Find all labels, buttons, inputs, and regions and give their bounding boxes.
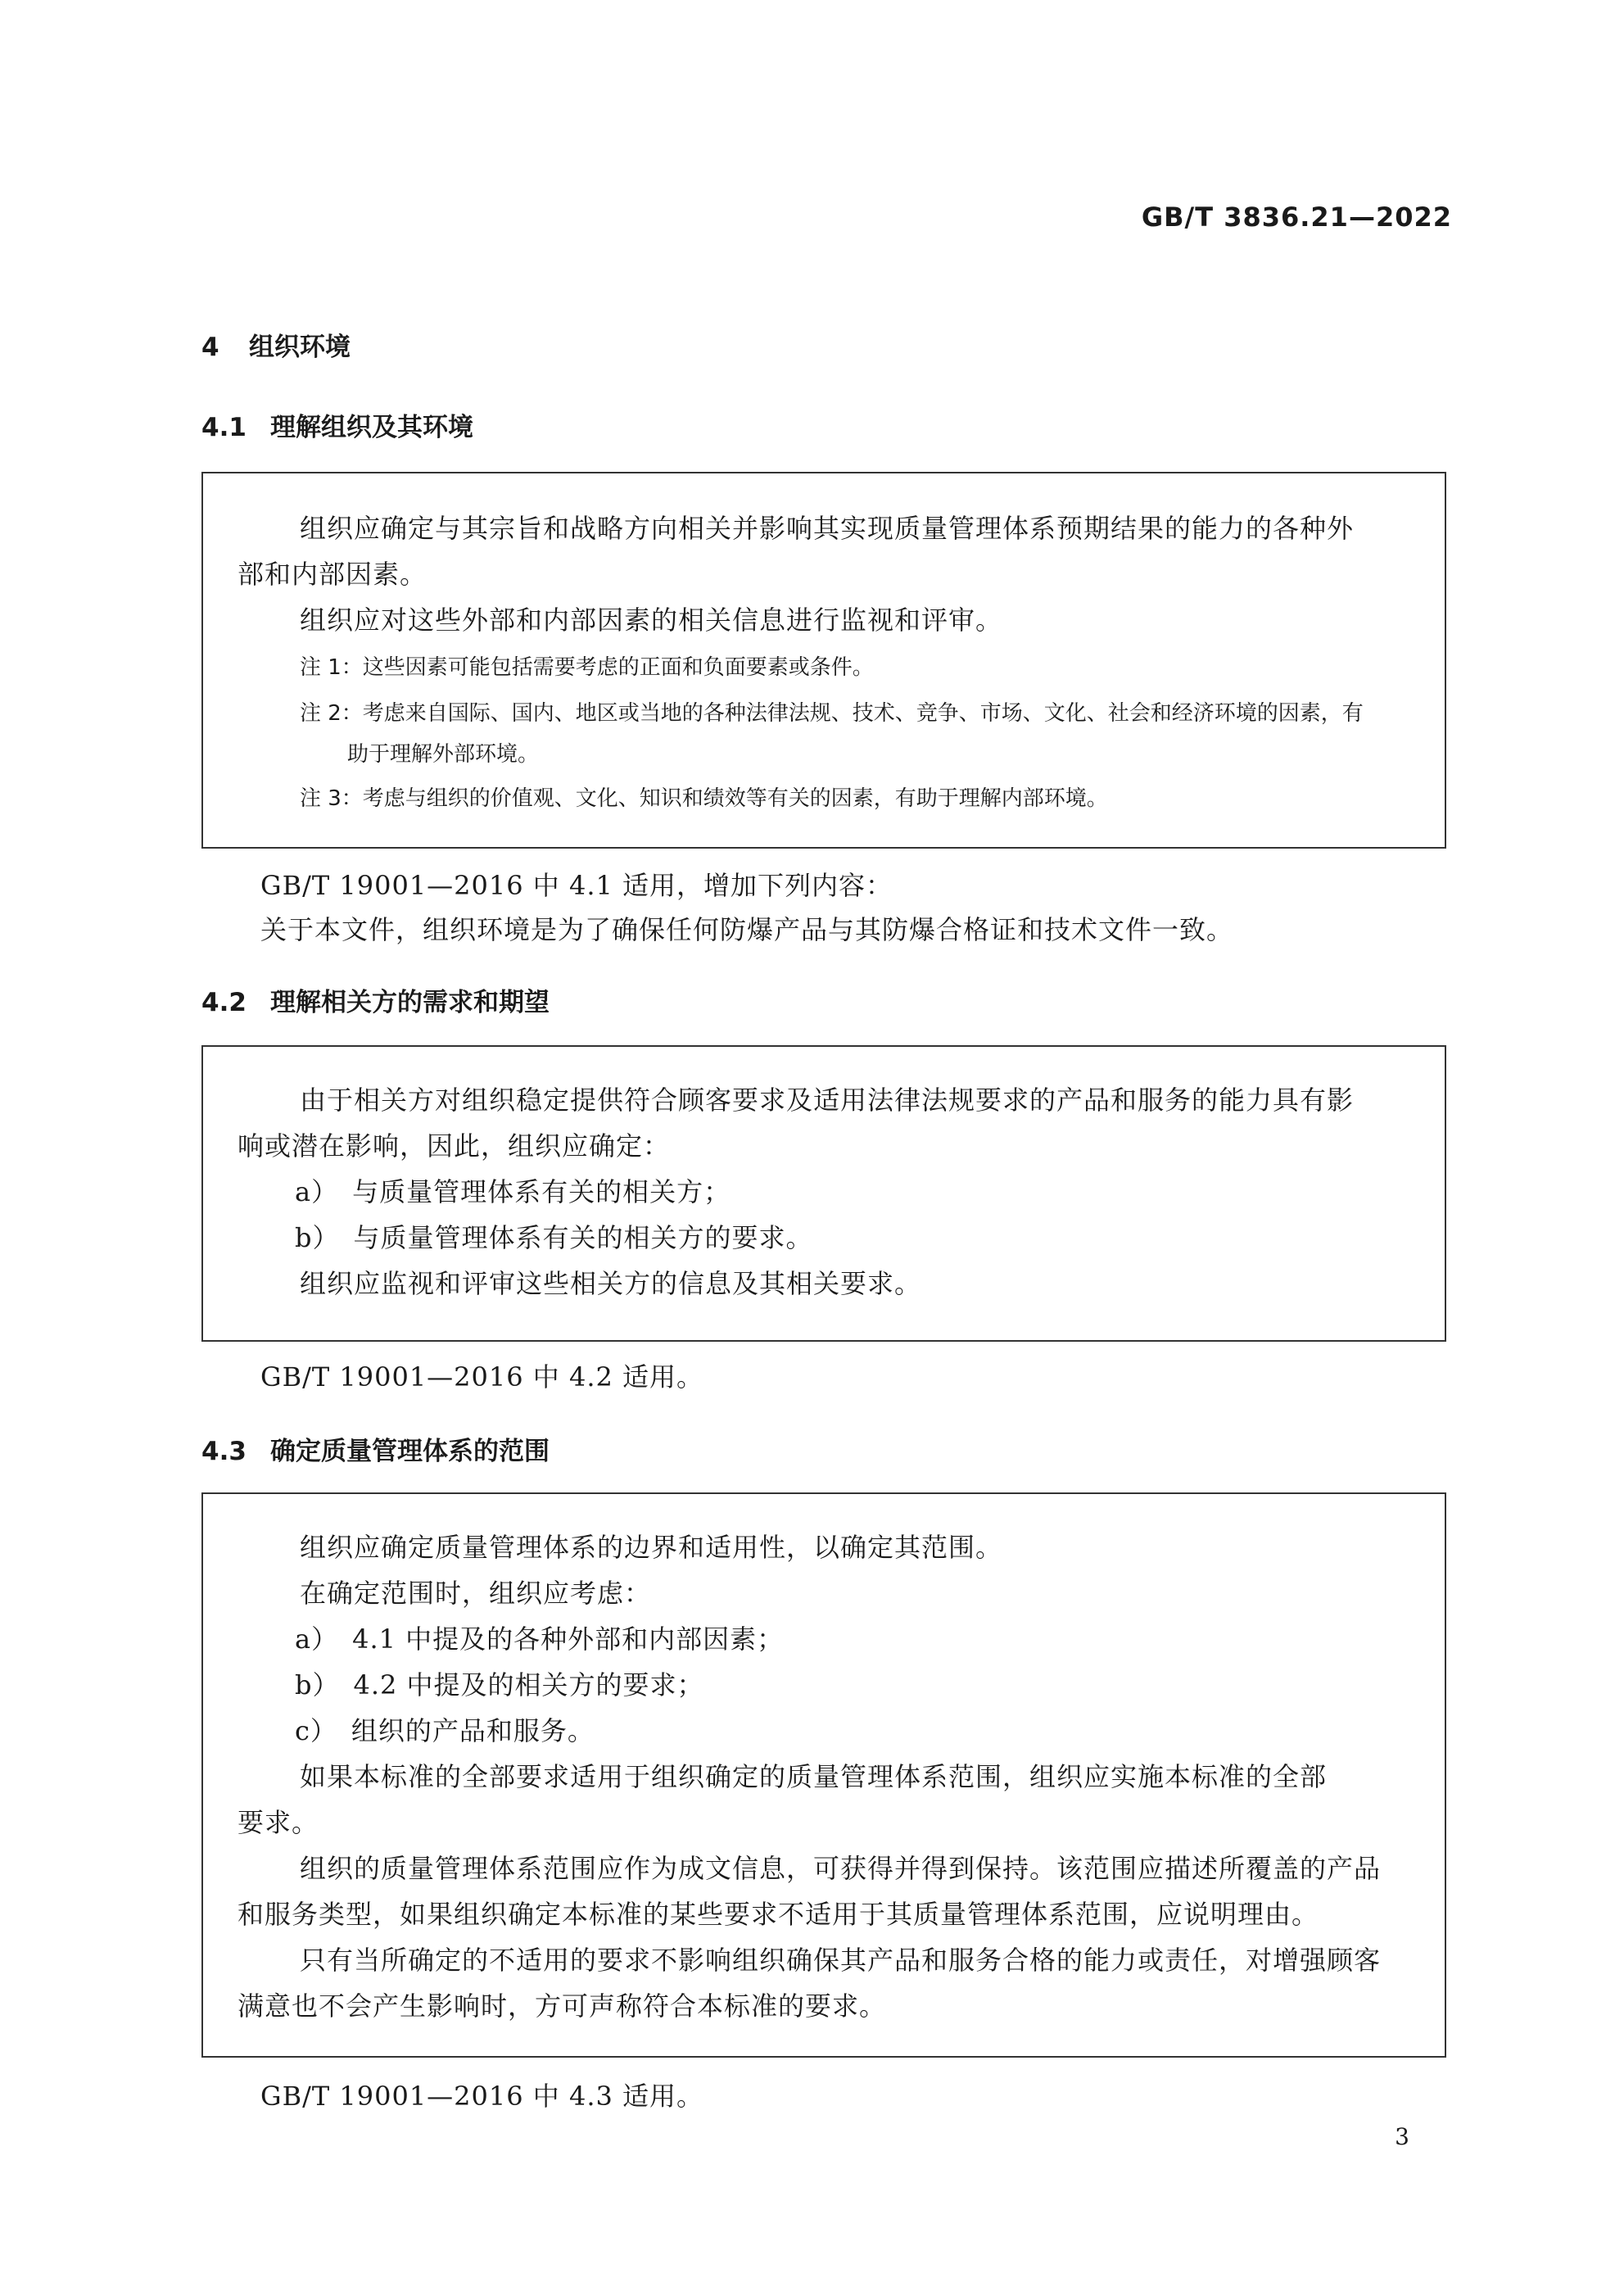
requirement-box-4-3 [201,1492,1446,2058]
paragraph-text: 要求。 [237,1807,319,1838]
section-number: 4.3 [201,1437,247,1466]
paragraph-text: 如果本标准的全部要求适用于组织确定的质量管理体系范围，组织应实施本标准的全部 [300,1761,1328,1792]
list-item-b: b） 4.2 中提及的相关方的要求； [295,1669,704,1700]
note-2-continued: 助于理解外部环境。 [347,742,540,767]
list-item-a: a） 与质量管理体系有关的相关方； [295,1176,731,1207]
paragraph-text: 组织应对这些外部和内部因素的相关信息进行监视和评审。 [300,605,1003,636]
paragraph-text: 由于相关方对组织稳定提供符合顾客要求及适用法律法规要求的产品和服务的能力具有影 [300,1085,1355,1116]
section-title: 理解相关方的需求和期望 [270,988,550,1017]
paragraph-text: 组织应确定与其宗旨和战略方向相关并影响其实现质量管理体系预期结果的能力的各种外 [300,513,1355,544]
paragraph-text: 响或潜在影响，因此，组织应确定： [237,1130,671,1162]
list-item-a: a） 4.1 中提及的各种外部和内部因素； [295,1624,785,1655]
paragraph-text: 关于本文件，组织环境是为了确保任何防爆产品与其防爆合格证和技术文件一致。 [260,914,1234,945]
applicability-text: GB/T 19001—2016 中 4.3 适用。 [260,2081,704,2112]
section-title: 确定质量管理体系的范围 [270,1437,550,1466]
paragraph-text: 只有当所确定的不适用的要求不影响组织确保其产品和服务合格的能力或责任，对增强顾客 [300,1945,1382,1976]
applicability-text: GB/T 19001—2016 中 4.1 适用，增加下列内容： [260,870,893,901]
section-number: 4 [201,333,219,362]
section-number: 4.1 [201,413,247,442]
section-4-3-heading [201,1430,550,1467]
paragraph-text: 组织的质量管理体系范围应作为成文信息，可获得并得到保持。该范围应描述所覆盖的产品 [300,1853,1382,1884]
applicability-text: GB/T 19001—2016 中 4.2 适用。 [260,1361,704,1393]
section-title: 组织环境 [249,333,351,362]
section-4-1-heading [201,406,473,443]
section-number: 4.2 [201,988,247,1017]
page-number: 3 [1395,2123,1409,2150]
paragraph-text: 和服务类型，如果组织确定本标准的某些要求不适用于其质量管理体系范围，应说明理由。 [237,1899,1319,1930]
note-1: 注 1：这些因素可能包括需要考虑的正面和负面要素或条件。 [300,655,874,680]
list-item-c: c） 组织的产品和服务。 [295,1715,595,1746]
standard-number: GB/T 3836.21—2022 [1141,202,1452,233]
list-item-b: b） 与质量管理体系有关的相关方的要求。 [295,1222,813,1253]
note-2: 注 2：考虑来自国际、国内、地区或当地的各种法律法规、技术、竞争、市场、文化、社会和经济环境的因素，有 [300,701,1364,726]
section-title: 理解组织及其环境 [270,413,473,442]
paragraph-text: 满意也不会产生影响时，方可声称符合本标准的要求。 [237,1990,887,2022]
section-4-2-heading [201,981,550,1018]
paragraph-text: 在确定范围时，组织应考虑： [300,1578,652,1609]
paragraph-text: 组织应监视和评审这些相关方的信息及其相关要求。 [300,1268,922,1299]
requirement-box-4-1 [201,472,1446,849]
paragraph-text: 部和内部因素。 [237,559,427,590]
paragraph-text: 组织应确定质量管理体系的边界和适用性，以确定其范围。 [300,1532,1003,1563]
section-4-heading [201,326,351,363]
requirement-box-4-2 [201,1045,1446,1342]
note-3: 注 3：考虑与组织的价值观、文化、知识和绩效等有关的因素，有助于理解内部环境。 [300,786,1108,811]
